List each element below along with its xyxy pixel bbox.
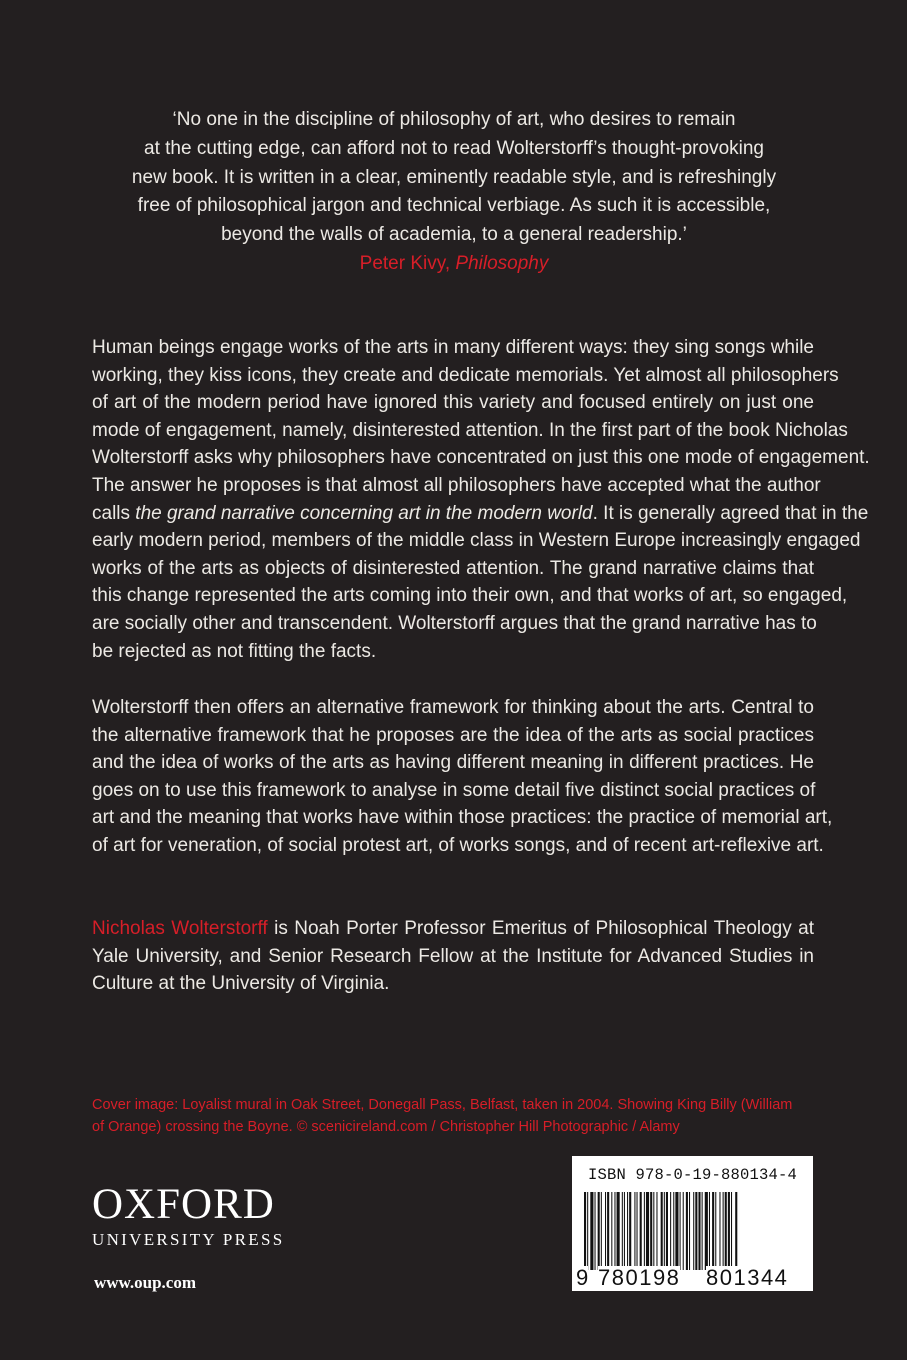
line-suffix: . It is generally agreed that in the [592,502,869,524]
attribution-name: Peter Kivy, [359,252,451,274]
barcode-bar [653,1192,654,1270]
barcode-right-digits: 801344 [706,1265,789,1290]
publisher-website: www.oup.com [94,1273,197,1292]
grand-narrative-phrase: the grand narrative concerning art in the modern world [135,502,593,524]
barcode-bar [702,1192,703,1270]
paragraph-line: Wolterstorff then offers an alternative framework for thinking about the arts. Central to [92,697,814,718]
bio-text: is Noah Porter Professor Emeritus of Philosophical Theology at [267,918,814,939]
credit-line: Cover image: Loyalist mural in Oak Street, Donegall Pass, Belfast, taken in 2004. Showing King Billy (William [92,1097,793,1113]
barcode-bar [634,1192,635,1270]
quote-line: free of philosophical jargon and technical verbiage. As such it is accessible, [137,195,771,217]
attribution-source: Philosophy [455,252,549,274]
barcode-bar [715,1192,716,1270]
paragraph-line: working, they kiss icons, they create and dedicate memorials. Yet almost all philosophers [92,364,839,386]
isbn-barcode [572,1156,813,1291]
author-name: Nicholas Wolterstorff [92,918,268,939]
barcode-bar [614,1192,615,1270]
paragraph-line [92,500,869,528]
quote-line: at the cutting edge, can afford not to read Wolterstorff’s thought-provoking [144,137,764,159]
barcode-bar [644,1192,645,1270]
paragraph-line: Human beings engage works of the arts in many different ways: they sing songs while [92,337,814,358]
barcode-bar [680,1192,681,1270]
paragraph-line: early modern period, members of the middle class in Western Europe increasingly engaged [92,530,861,552]
paragraph-line: art and the meaning that works have within those practices: the practice of memorial art, [92,807,833,829]
barcode-bar [611,1192,612,1270]
paragraph-line: Culture at the University of Virginia. [92,973,390,995]
barcode-bar [646,1192,649,1270]
barcode-bar [607,1192,609,1270]
barcode-bar [629,1192,631,1270]
barcode-bar [709,1192,710,1270]
paragraph-line: of art for veneration, of social protest art, of works songs, and of recent art-reflexive art. [92,834,824,856]
cover-image-credit [92,1094,814,1138]
barcode-bar [698,1192,700,1270]
barcode-bar [728,1192,730,1270]
barcode-bar [656,1192,657,1270]
barcode-bar [637,1192,638,1270]
isbn-label: ISBN 978-0-19-880134-4 [587,1166,798,1184]
quote-line: ‘No one in the discipline of philosophy of art, who desires to remain [172,109,736,130]
barcode-bar [719,1192,720,1270]
paragraph-line: are socially other and transcendent. Wolterstorff argues that the grand narrative has to [92,612,817,634]
barcode-bar [693,1192,694,1270]
barcode-bar [712,1192,714,1270]
barcode-bar [595,1192,596,1270]
paragraph-line: works of the arts as objects of disinterested attention. The grand narrative claims that [92,557,814,579]
line-prefix: calls [92,502,136,524]
barcode-bar [661,1192,663,1270]
paragraph-line: the alternative framework that he proposes are the idea of the arts as social practices [92,724,814,746]
barcode-bars [584,1192,802,1270]
barcode-bar [675,1192,678,1270]
barcode-bar [584,1192,586,1270]
barcode-digits [572,1266,813,1290]
barcode-bar [640,1192,642,1270]
paragraph-line: mode of engagement, namely, disinterested attention. In the first part of the book Nicholas [92,419,848,441]
barcode-lead-digit: 9 [576,1265,589,1290]
quote-attribution [120,250,788,279]
publisher-name: OXFORD [92,1181,275,1228]
review-quote [120,106,788,279]
paragraph-line [92,915,814,943]
barcode-bar [695,1192,697,1270]
barcode-bar [617,1192,620,1270]
barcode-bar [598,1192,600,1270]
barcode-bar [666,1192,668,1270]
barcode-bar [689,1192,690,1270]
quote-line: beyond the walls of academia, to a general readership.’ [221,224,687,246]
paragraph-line: goes on to use this framework to analyse in some detail five distinct social practices of [92,779,816,801]
barcode-bar [601,1192,602,1270]
barcode-bar [622,1192,623,1270]
barcode-bar [725,1192,727,1270]
barcode-bar [664,1192,665,1270]
barcode-bar [650,1192,652,1270]
barcode-bar [605,1192,606,1270]
paragraph-line: The answer he proposes is that almost all philosophers have accepted what the author [92,474,821,496]
barcode-bar [587,1192,588,1270]
barcode-bar [627,1192,628,1270]
publisher-subname: UNIVERSITY PRESS [92,1230,285,1249]
paragraph-line: be rejected as not fitting the facts. [92,640,377,662]
barcode-bar [735,1192,737,1270]
barcode-left-digits: 780198 [598,1265,681,1290]
publisher-logo [92,1182,302,1250]
barcode-bar [683,1192,684,1270]
barcode-bar [670,1192,671,1270]
credit-line: of Orange) crossing the Boyne. © scenicireland.com / Christopher Hill Photographic / Alamy [92,1119,680,1135]
quote-line: new book. It is written in a clear, eminently readable style, and is refreshingly [131,166,777,188]
paragraph-line: of art of the modern period have ignored this variety and focused entirely on just one [92,392,814,414]
barcode-bar [731,1192,732,1270]
author-bio [92,915,814,998]
paragraph-line: and the idea of works of the arts as having different meaning in different practices. He [92,752,814,774]
barcode-bar [673,1192,674,1270]
description-paragraph-2 [92,694,833,860]
paragraph-line: this change represented the arts coming into their own, and that works of art, so engaged, [92,585,848,607]
barcode-bar [705,1192,708,1270]
barcode-bar [624,1192,625,1270]
barcode-bar [686,1192,688,1270]
barcode-bar [590,1192,593,1270]
description-paragraph-1 [92,334,870,665]
paragraph-line: Wolterstorff asks why philosophers have concentrated on just this one mode of engagement. [92,447,870,469]
paragraph-line: Yale University, and Senior Research Fellow at the Institute for Advanced Studies in [92,945,814,967]
barcode-bar [723,1192,724,1270]
